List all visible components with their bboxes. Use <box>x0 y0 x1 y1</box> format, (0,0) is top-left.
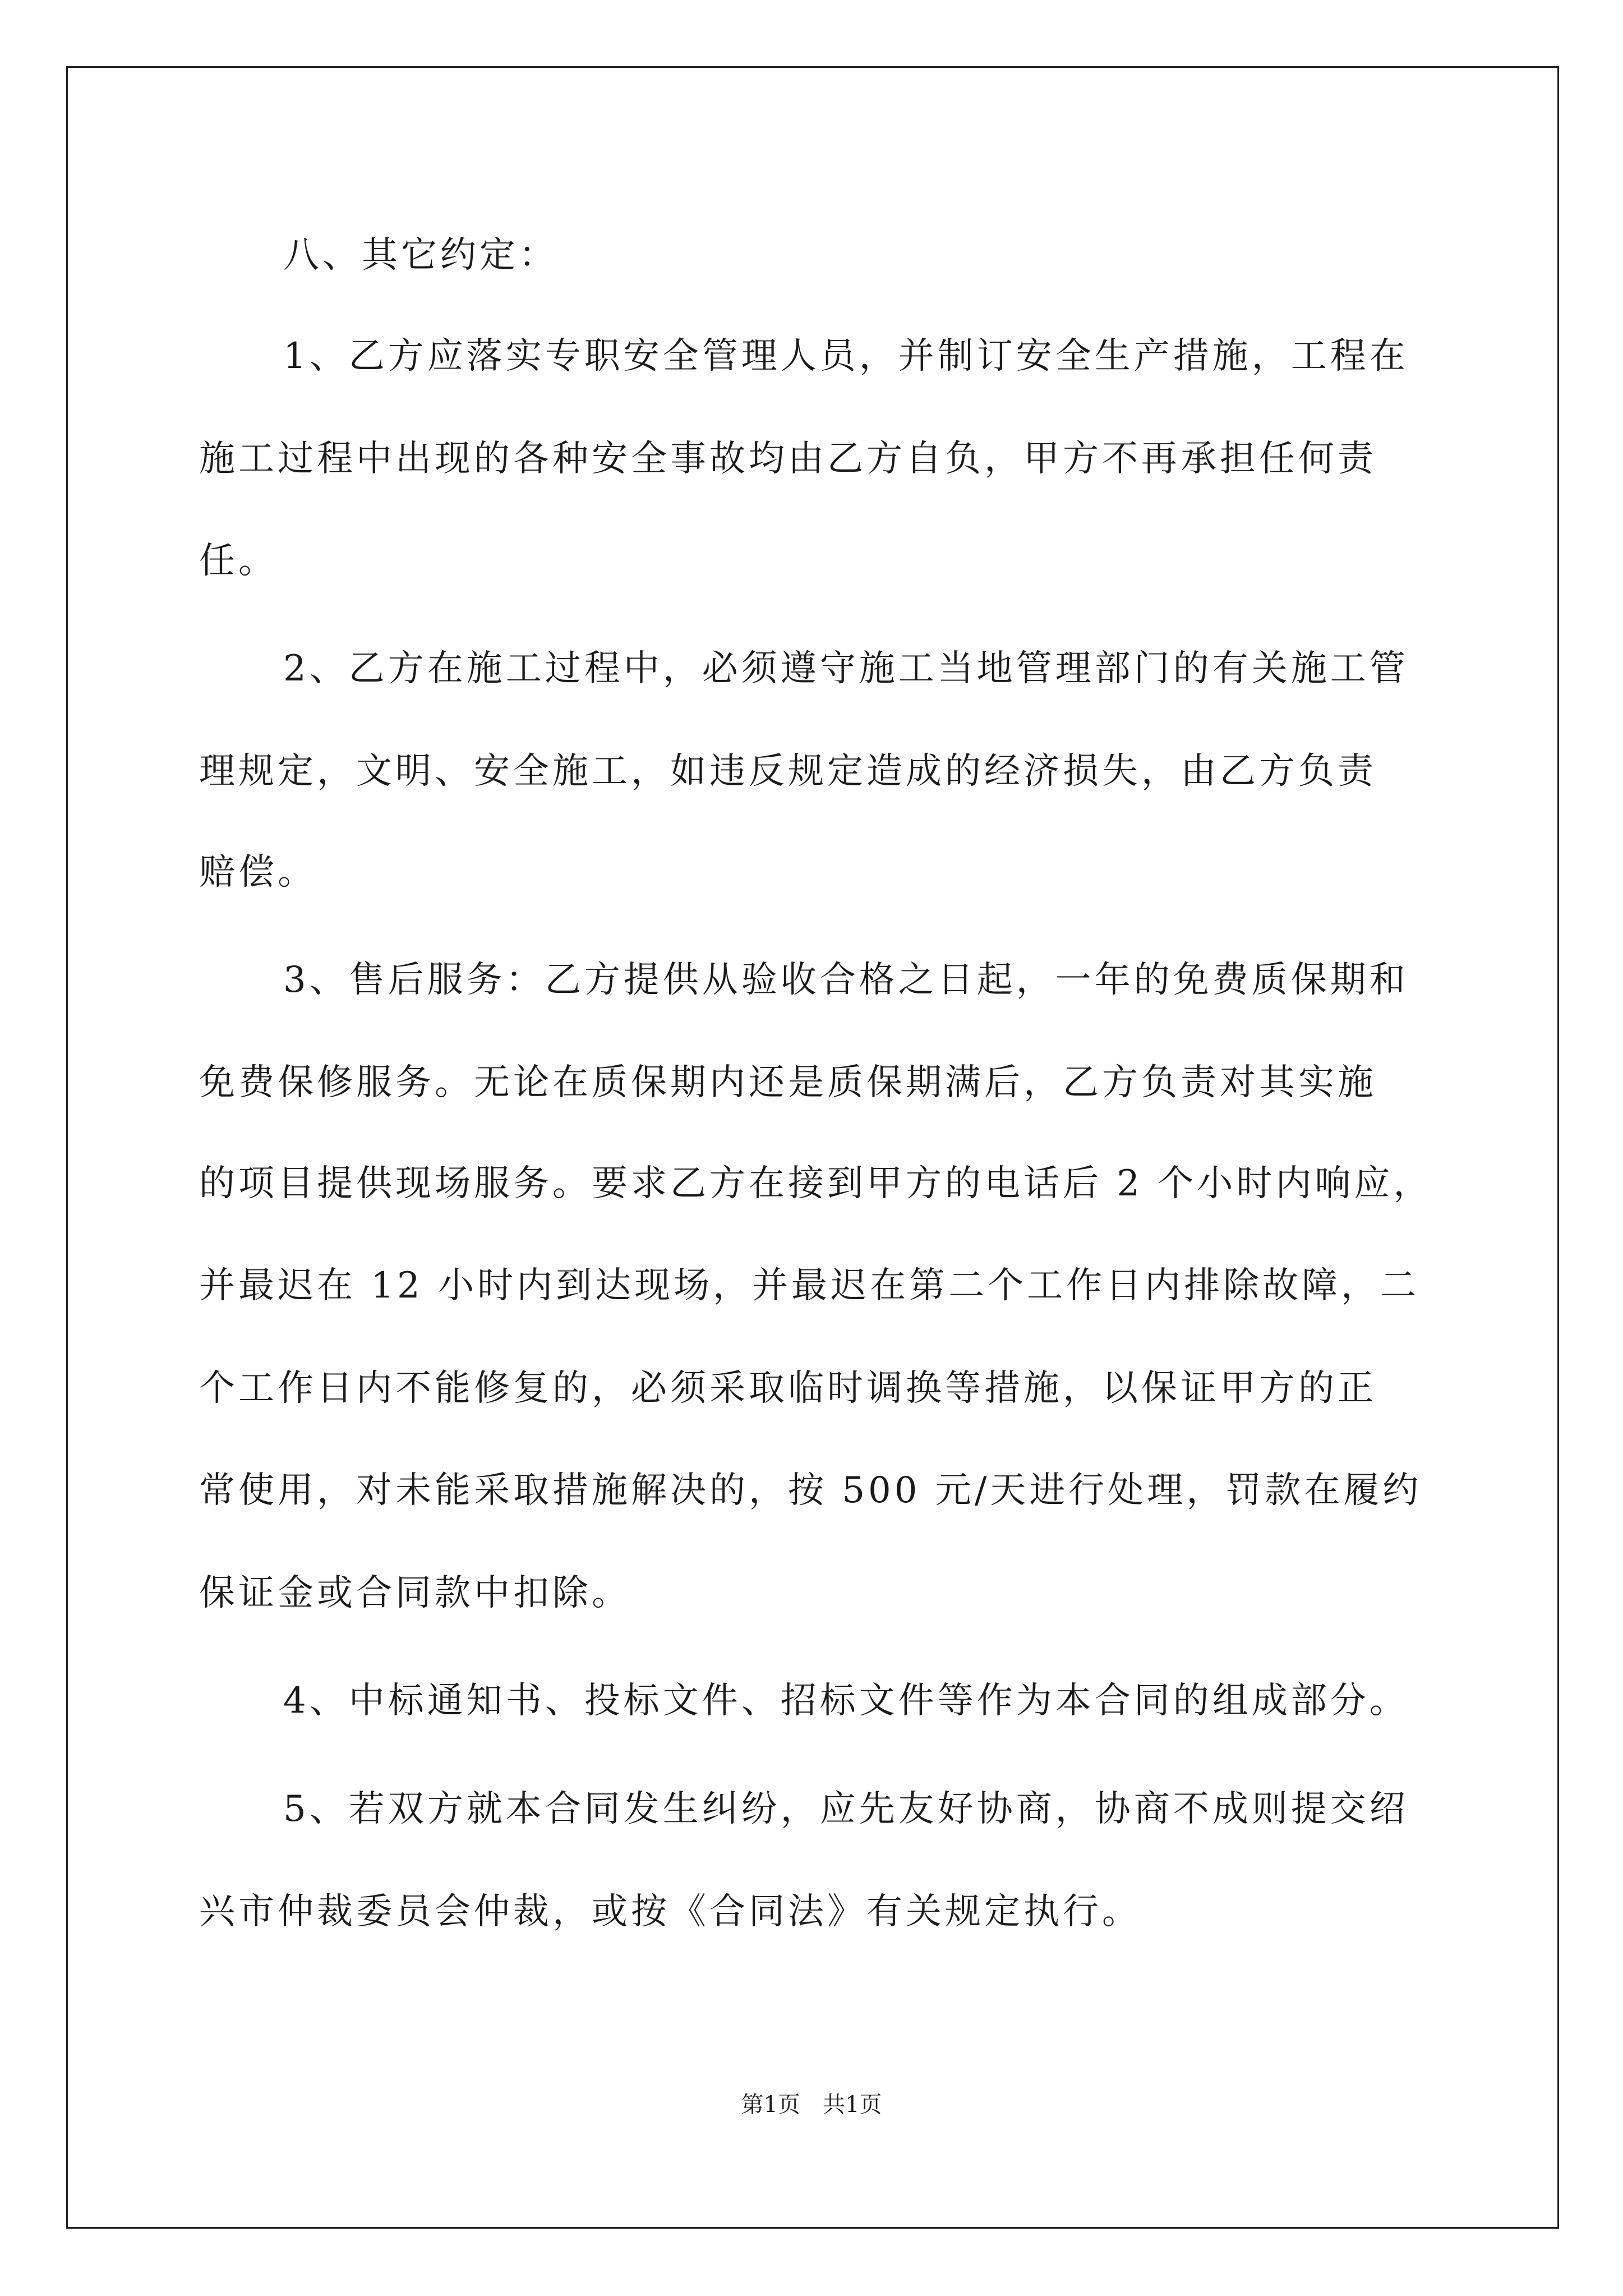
paragraph-line: 免费保修服务。无论在质保期内还是质保期满后，乙方负责对其实施 <box>199 1062 1377 1103</box>
paragraph-line: 理规定，文明、安全施工，如违反规定造成的经济损失，由乙方负责 <box>199 751 1377 792</box>
paragraph-line: 任。 <box>199 540 278 582</box>
paragraph-line: 兴市仲裁委员会仲裁，或按《合同法》有关规定执行。 <box>199 1891 1141 1932</box>
paragraph-line: 常使用，对未能采取措施解决的，按 500 元/天进行处理，罚款在履约 <box>199 1470 1422 1511</box>
paragraph-line: 1、乙方应落实专职安全管理人员，并制订安全生产措施，工程在 <box>283 335 1409 377</box>
paragraph-line: 并最迟在 12 小时内到达现场，并最迟在第二个工作日内排除故障，二 <box>199 1265 1420 1306</box>
paragraph-line: 个工作日内不能修复的，必须采取临时调换等措施，以保证甲方的正 <box>199 1368 1377 1409</box>
paragraph-line: 保证金或合同款中扣除。 <box>199 1572 631 1614</box>
paragraph-line: 5、若双方就本合同发生纠纷，应先友好协商，协商不成则提交绍 <box>283 1788 1409 1830</box>
paragraph-line: 赔偿。 <box>199 852 317 893</box>
paragraph-line: 3、售后服务：乙方提供从验收合格之日起，一年的免费质保期和 <box>283 959 1409 1001</box>
paragraph-line: 的项目提供现场服务。要求乙方在接到甲方的电话后 2 个小时内响应， <box>199 1163 1433 1204</box>
section-heading: 八、其它约定： <box>283 234 558 276</box>
page-footer: 第1页 共1页 <box>741 2092 882 2118</box>
paragraph-line: 2、乙方在施工过程中，必须遵守施工当地管理部门的有关施工管 <box>283 648 1409 689</box>
paragraph-line: 施工过程中出现的各种安全事故均由乙方自负，甲方不再承担任何责 <box>199 438 1377 480</box>
paragraph-line: 4、中标通知书、投标文件、招标文件等作为本合同的组成部分。 <box>283 1680 1409 1722</box>
